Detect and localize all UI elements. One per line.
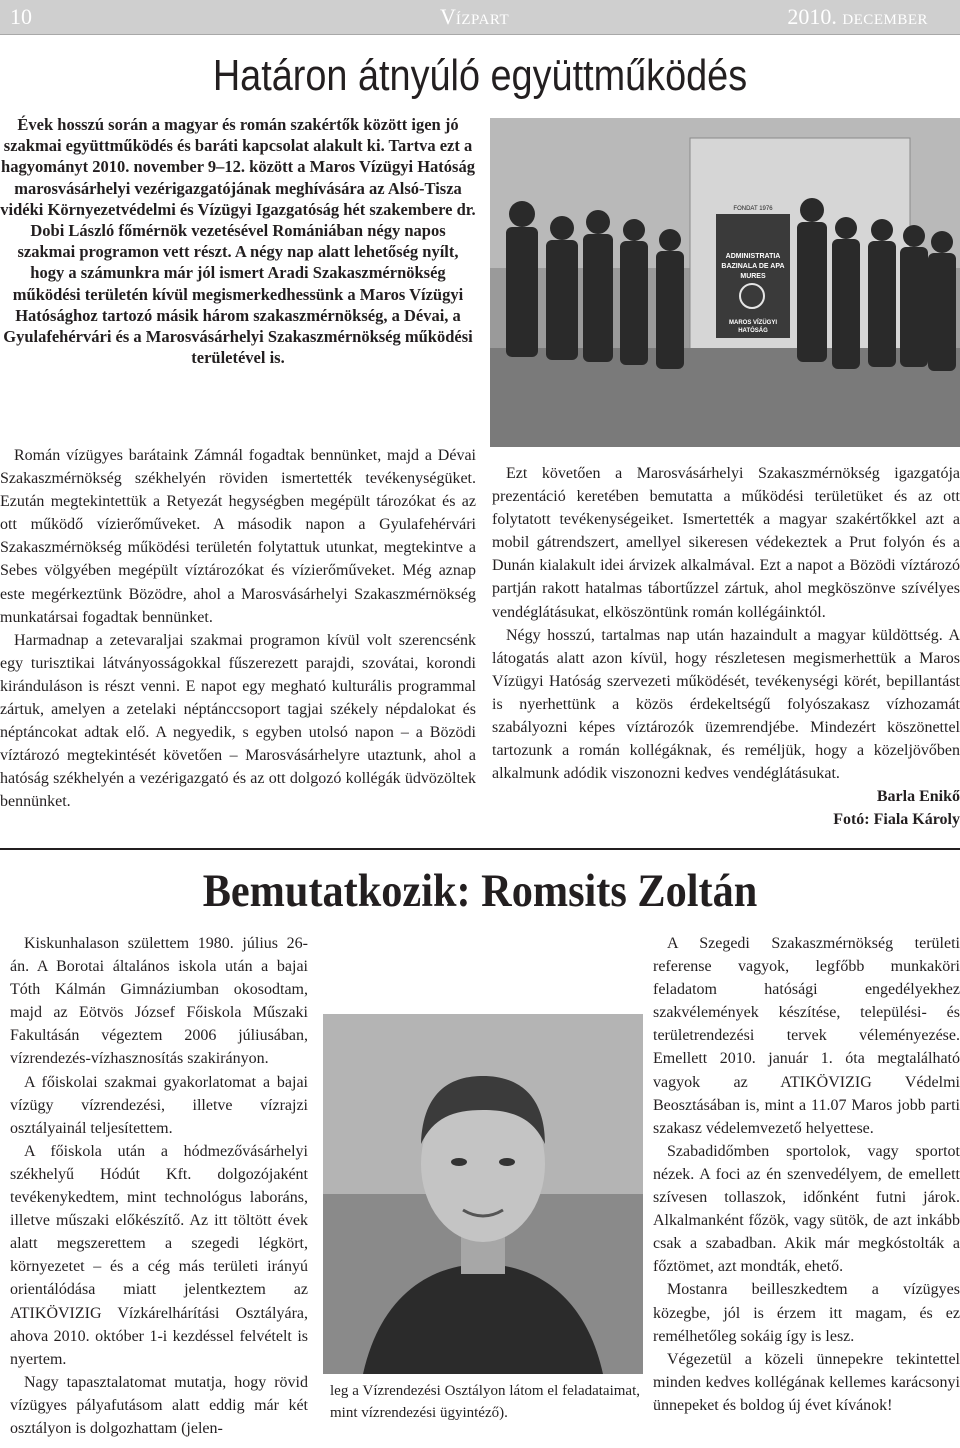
group-photo xyxy=(490,118,960,447)
paragraph: A főiskola után a hódmezővásárhelyi székhelyű Hódút Kft. dolgozójaként tevékenykedtem, mint technológus laboráns, illetve műszaki előkészítő. Az itt töltött évek alatt megszerettem a szegedi légkört, környezetet – és a cég más területi irányú orientálódása miatt jelentkeztem az ATIKÖVIZIG Vízkárelhárítási Osztályára, ahova 2010. október 1-i kezdéssel felvételt is nyertem. xyxy=(10,1142,308,1368)
article-column-2 xyxy=(492,462,960,832)
plaque-text: FONDAT 1976 xyxy=(733,206,773,212)
paragraph: Ezt követően a Marosvásárhelyi Szakaszmérnökség igazgatója prezentáció keretében bemutatta a működési területüket és az ott folytatott tevékenységeiket. Ismertették a magyar szakértőkkel azt a mobil gátrendszert, amellyel sikeresen védekeztek a Prut folyón és a Dunán kialakult idei árvizek alkalmával. Ezt a napot a Bözödi víztározó partján rakott hatalmas tábortűzzel zártuk, ahol megköszönve szívélyes vendéglátásukat, elköszöntünk román kollégáinktól. xyxy=(492,465,960,621)
paragraph: Végezetül a közeli ünnepekre tekintettel minden kedves kollégának kellemes karácsonyi ünnepeket és boldog új évet kívánok! xyxy=(653,1350,960,1414)
lead-paragraph: Évek hosszú során a magyar és román szakértők között igen jó szakmai együttműködés és baráti kapcsolat alakult ki. Tartva ezt a hagyományt 2010. november 9–12. között a Maros Vízügyi Hatóság marosvásárhelyi vezérigazgatójának meghívására az Alsó-Tisza vidéki Környezetvédelmi és Vízügyi Igazgatóság hét szakembere dr. Dobi László főmérnök vezetésével Romániában négy napos szakmai programon vett részt. A négy nap alatt lehetőség nyílt, hogy a számunkra már jól ismert Aradi Szakaszmérnökség működési területén kívül megismerkedhessünk a Maros Vízügyi Hatósághoz tartozó másik három szakaszmérnökség, a Dévai, a Gyulafehérvári és a Marosvásárhelyi Szakaszmérnökség működési területével is. xyxy=(0,115,476,368)
profile-column-right xyxy=(653,932,960,1417)
profile-title: Bemutatkozik: Romsits Zoltán xyxy=(202,865,758,917)
sign-text-2: BAZINALA DE APA xyxy=(721,263,785,270)
portrait-illustration xyxy=(323,1014,643,1374)
article-column-1 xyxy=(0,444,476,814)
portrait-photo xyxy=(323,1014,643,1374)
group-photo-illustration xyxy=(490,118,960,447)
issue-month: DECEMBER xyxy=(842,12,928,28)
page-header xyxy=(0,0,960,35)
paragraph: Nagy tapasztalatomat mutatja, hogy rövid vízügyes pályafutásom alatt eddig már két osztályon is dolgozhattam (jelen- xyxy=(10,1373,308,1437)
portrait-caption: leg a Vízrendezési Osztályon látom el feladataimat, mint vízrendezési ügyintéző). xyxy=(330,1383,640,1421)
paragraph: Mostanra beilleszkedtem a vízügyes közegbe, jól is érzem itt magam, és ez remélhetőleg sokáig így is lesz. xyxy=(653,1281,960,1345)
profile-column-left xyxy=(10,932,308,1440)
issue-date xyxy=(787,4,928,30)
paragraph: Kiskunhalason születtem 1980. július 26-án. A Borotai általános iskola után a bajai Tóth Kálmán Gimnáziumban okosodtam, majd az Eötvös József Főiskola Műszaki Fakultásán végeztem 2006 júliusában, vízrendezés-vízhasznosítás szakirányon. xyxy=(10,935,308,1068)
paragraph: A Szegedi Szakaszmérnökség területi referense vagyok, legfőbb munkaköri feladatom hatósági engedélyekhez szakvélemények készítése, települési- és területrendezési tervek véleményezése. Emellett 2010. január 1. óta megtalálható vagyok az ATIKÖVIZIG Védelmi Beosztásában is, mint a 11.07 Maros jobb parti szakasz védelemvezető helyettese. xyxy=(653,935,960,1137)
paragraph: Négy hosszú, tartalmas nap után hazaindult a magyar küldöttség. A látogatás alatt azon kívül, hogy részletesen megismerhettük a Maros Vízügyi Hatóság szervezeti működését, tevékenységi körét, bepillantást is nyerhettünk a közös érdekeltségű folyószakasz vízhozamát szabályozni képes víztározók üzemrendjébe. Mindezért köszönettel tartozunk a román kollégáknak, és reméljük, hogy a közeljövőben alkalmunk adódik viszonozni kedves vendéglátásukat. xyxy=(492,626,960,783)
magazine-name xyxy=(440,4,509,30)
issue-year: 2010. xyxy=(787,4,837,29)
author-signature: Barla Enikő xyxy=(876,788,960,806)
sign-footer-2: HATÓSÁG xyxy=(738,328,768,334)
paragraph: Harmadnap a zetevaraljai szakmai programon kívül volt szerencsénk egy turisztikai látványosságokkal fűszerezett parajdi, szovátai, korondi kiránduláson is részt venni. E napot egy megható kulturális programmal zártuk, amelyen a zetelaki néptánccsoport tagjai székely népdalokat és néptáncokat adtak elő. A negyedik, s egyben utolsó napon – a Bözödi víztározó megtekintését követően – Marosvásárhelyre utaztunk, ahol a hatóság székhelyén a vezérigazgató és az ott dolgozó kollégák üdvözöltek bennünket. xyxy=(0,631,476,811)
section-divider xyxy=(0,848,960,850)
page-number: 10 xyxy=(10,4,32,29)
magazine-name-rest: ÍZPART xyxy=(455,12,510,28)
article-title: Határon átnyúló együttműködés xyxy=(212,51,748,100)
sign-text-1: ADMINISTRATIA xyxy=(725,253,781,260)
paragraph: Szabadidőmben sportolok, vagy sportot nézek. A foci az én szenvedélyem, de emellett szívesen tollaszok, időnként futni járok. Alkalmanként főzök, vagy sütök, de azt inkább csak a szabadban. Akik már megkóstolták a főztömet, azt mondták, ehető. xyxy=(653,1142,960,1276)
sign-footer-1: MAROS VÍZÜGYI xyxy=(728,320,778,326)
sign-text-3: MURES xyxy=(740,273,766,280)
magazine-name-initial: V xyxy=(440,4,456,29)
paragraph: Román vízügyes barátaink Zámnál fogadtak bennünket, majd a Dévai Szakaszmérnökség székhelyén röviden ismertették tevékenységüket. Ezután megtekintettük a Retyezát hegységben megépült tározókat és az ott működő vízierőműveket. A második napon a Gyulafehérvári Szakaszmérnökség működési területén folytattuk utunkat, megtekintve a Sebes völgyében megépült víztározókat és vízierőműveket. Még aznap este megérkeztünk Bözödre, ahol a Marosvásárhelyi Szakaszmérnökség munkatársai fogadtak bennünket. xyxy=(0,447,476,626)
article-lead xyxy=(0,114,476,368)
photo-credit: Fotó: Fiala Károly xyxy=(833,811,960,829)
paragraph: A főiskolai szakmai gyakorlatomat a bajai vízügy vízrendezési, illetve vízrajzi osztályainál teljesítettem. xyxy=(10,1073,308,1137)
